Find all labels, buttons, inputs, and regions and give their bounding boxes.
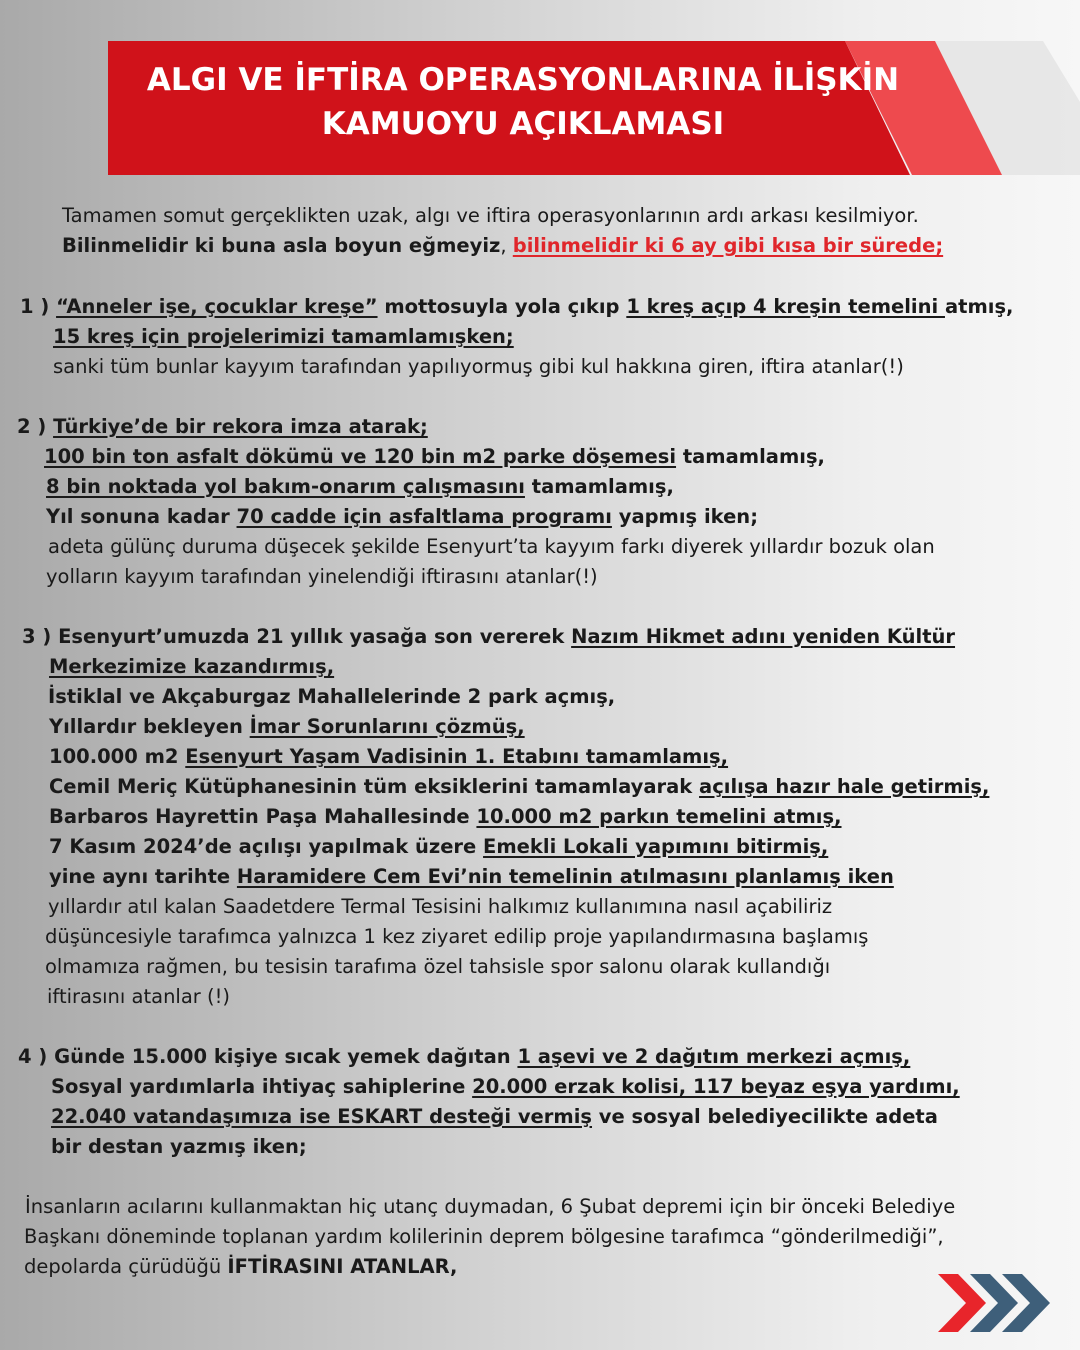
section-4-yemek: Günde 15.000 kişiye sıcak yemek dağıtan [54, 1045, 518, 1068]
section-2-line-1 [17, 412, 428, 442]
section-3-barbaros: Barbaros Hayrettin Paşa Mahallesinde [49, 805, 477, 828]
closing-text: depolarda çürüdüğü [24, 1255, 228, 1278]
section-3-line-1 [22, 622, 955, 652]
section-1-motto: “Anneler işe, çocuklar kreşe” [56, 295, 378, 318]
section-2-line-4 [46, 502, 758, 532]
section-2-line-3 [46, 472, 674, 502]
triple-chevron-right-icon[interactable] [930, 1272, 1055, 1338]
section-2-number: 2 ) [17, 415, 54, 438]
section-4-asevi: 1 aşevi ve 2 dağıtım merkezi açmış, [517, 1045, 911, 1068]
closing-line-3 [24, 1252, 457, 1282]
section-2-iken: yapmış iken; [611, 505, 758, 528]
section-2-tamamlamis-2: tamamlamış, [524, 475, 674, 498]
section-2-line-2 [44, 442, 825, 472]
page-title [108, 58, 938, 146]
section-4-line-1 [18, 1042, 910, 1072]
section-3-line-5 [49, 742, 728, 772]
section-4-eskart: 22.040 vatandaşımıza ise ESKART desteği vermiş [51, 1105, 593, 1128]
section-3-number: 3 ) [22, 625, 59, 648]
section-2-line-5: adeta gülünç duruma düşecek şekilde Esenyurt’ta kayyım farkı diyerek yıllardır bozuk olan [48, 535, 935, 558]
section-3-line-10: yıllardır atıl kalan Saadetdere Termal Tesisini halkımız kullanımına nasıl açabiliriz [48, 895, 833, 918]
section-3-emekli-lokali: Emekli Lokali yapımını bitirmiş, [483, 835, 829, 858]
section-3-line-13: iftirasını atanlar (!) [47, 985, 231, 1008]
closing-emphasis: İFTİRASINI ATANLAR, [227, 1255, 458, 1278]
section-3-ayni-tarih: yine aynı tarihte [49, 865, 237, 888]
section-2-yol-bakim: 8 bin noktada yol bakım-onarım çalışmasını [46, 475, 525, 498]
intro-line-1: Tamamen somut gerçeklikten uzak, algı ve iftira operasyonlarının ardı arkası kesilmiyor. [62, 204, 919, 227]
title-line-2: KAMUOYU AÇIKLAMASI [321, 106, 725, 142]
section-4-sosyal: Sosyal yardımlarla ihtiyaç sahiplerine [51, 1075, 473, 1098]
section-2-tamamlamis-1: tamamlamış, [676, 445, 825, 468]
header-banner [0, 0, 1080, 180]
section-3-line-12: olmamıza rağmen, bu tesisin tarafıma özel tahsisle spor salonu olarak kullandığı [45, 955, 831, 978]
section-4-line-3 [51, 1102, 938, 1132]
section-4-number: 4 ) [18, 1045, 55, 1068]
section-3-intro: Esenyurt’umuzda 21 yıllık yasağa son vererek [58, 625, 572, 648]
section-3-m2: 100.000 m2 [49, 745, 186, 768]
section-3-yillardir: Yıllardır bekleyen [49, 715, 250, 738]
section-1-number: 1 ) [20, 295, 57, 318]
section-3-line-2: Merkezimize kazandırmış, [49, 655, 335, 678]
section-3-line-11: düşüncesiyle tarafımca yalnızca 1 kez ziyaret edilip proje yapılandırmasına başlamış [45, 925, 869, 948]
section-3-acilis: açılışa hazır hale getirmiş, [699, 775, 990, 798]
section-1-atmis: atmış, [944, 295, 1014, 318]
section-4-erzak: 20.000 erzak kolisi, 117 beyaz eşya yardımı, [472, 1075, 960, 1098]
closing-line-2: Başkanı döneminde toplanan yardım kolilerinin deprem bölgesine tarafımca “gönderilmediği”, [24, 1225, 944, 1248]
section-3-line-6 [49, 772, 989, 802]
section-3-line-3: İstiklal ve Akçaburgaz Mahallelerinde 2 park açmış, [48, 685, 616, 708]
intro-line-2 [62, 231, 943, 261]
section-4-line-4: bir destan yazmış iken; [51, 1135, 307, 1158]
section-3-line-7 [49, 802, 842, 832]
section-3-yasam-vadisi: Esenyurt Yaşam Vadisinin 1. Etabını tamamlamış, [185, 745, 729, 768]
section-4-belediyecilik: ve sosyal belediyecilikte adeta [592, 1105, 938, 1128]
section-2-asfalt: 100 bin ton asfalt dökümü ve 120 bin m2 parke döşemesi [44, 445, 677, 468]
section-2-yil-sonu: Yıl sonuna kadar [46, 505, 237, 528]
section-3-kasim: 7 Kasım 2024’de açılışı yapılmak üzere [49, 835, 484, 858]
intro-separator: , [500, 234, 513, 257]
section-3-line-4 [49, 712, 525, 742]
section-1-line-3: sanki tüm bunlar kayyım tarafından yapılıyormuş gibi kul hakkına giren, iftira atanlar(!) [53, 355, 904, 378]
section-3-imar: İmar Sorunlarını çözmüş, [249, 715, 525, 738]
section-3-line-9 [49, 862, 894, 892]
section-3-line-8 [49, 832, 828, 862]
section-3-nazim-hikmet: Nazım Hikmet adını yeniden Kültür [571, 625, 956, 648]
section-2-heading: Türkiye’de bir rekora imza atarak; [53, 415, 428, 438]
section-1-kres: 1 kreş açıp 4 kreşin temelini [626, 295, 945, 318]
section-1-text: mottosuyla yola çıkıp [377, 295, 627, 318]
closing-line-1: İnsanların acılarını kullanmaktan hiç utanç duymadan, 6 Şubat depremi için bir önceki Belediye [25, 1195, 956, 1218]
section-1-line-1 [20, 292, 1013, 322]
section-2-cadde: 70 cadde için asfaltlama programı [236, 505, 612, 528]
title-line-1: ALGI VE İFTİRA OPERASYONLARINA İLİŞKİN [146, 62, 900, 98]
intro-highlight: bilinmelidir ki 6 ay gibi kısa bir sürede; [512, 234, 944, 257]
section-3-cem-evi: Haramidere Cem Evi’nin temelinin atılmasını planlamış iken [236, 865, 894, 888]
section-4-line-2 [51, 1072, 960, 1102]
section-3-park: 10.000 m2 parkın temelini atmış, [476, 805, 842, 828]
section-3-kutuphane: Cemil Meriç Kütüphanesinin tüm eksiklerini tamamlayarak [49, 775, 700, 798]
section-2-line-6: yolların kayyım tarafından yinelendiği iftirasını atanlar(!) [46, 565, 598, 588]
section-1-line-2: 15 kreş için projelerimizi tamamlamışken; [53, 325, 514, 348]
intro-bold: Bilinmelidir ki buna asla boyun eğmeyiz [62, 234, 501, 257]
